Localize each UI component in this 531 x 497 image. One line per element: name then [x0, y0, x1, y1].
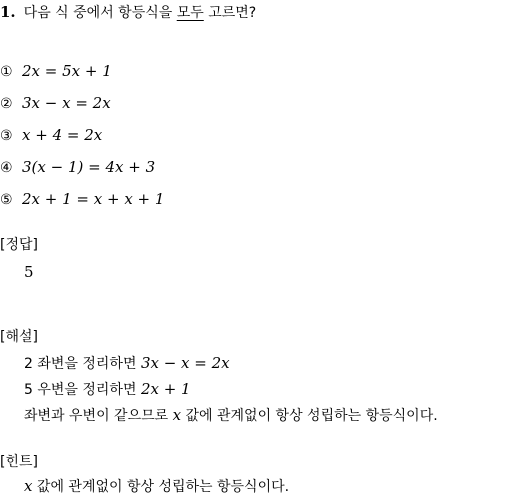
- choice-5: [0, 189, 164, 210]
- choice-expression: 2x = 5x + 1: [22, 62, 112, 80]
- hint-label: [힌트]: [0, 454, 38, 470]
- explanation-text: 좌변과 우변이 같으므로: [24, 408, 173, 424]
- explanation-expression: x: [172, 406, 182, 424]
- explanation-suffix: 값에 관계없이 항상 성립하는 항등식이다.: [181, 408, 438, 424]
- question-text-after: 고르면?: [203, 5, 257, 21]
- explanation-line-3: [24, 405, 438, 426]
- question-line: [0, 2, 256, 23]
- hint-expression: x: [24, 477, 33, 495]
- answer-label: [정답]: [0, 237, 38, 253]
- choice-expression: 3(x − 1) = 4x + 3: [22, 158, 156, 176]
- explanation-expression: 3x − x = 2x: [140, 354, 230, 372]
- explanation-text: 5 우변을 정리하면: [24, 382, 141, 398]
- hint-text: 값에 관계없이 항상 성립하는 항등식이다.: [32, 479, 290, 495]
- explanation-text: 2 좌변을 정리하면: [24, 356, 141, 372]
- choice-expression: 3x − x = 2x: [22, 94, 111, 112]
- choice-1: [0, 61, 112, 82]
- choice-expression: 2x + 1 = x + x + 1: [22, 190, 165, 208]
- explanation-expression: 2x + 1: [140, 380, 191, 398]
- explanation-label: [해설]: [0, 329, 38, 345]
- answer-value: 5: [24, 263, 34, 281]
- question-text-underlined: 모두: [176, 5, 204, 21]
- choice-marker: ⑤: [0, 192, 13, 208]
- explanation-line-2: [24, 379, 191, 400]
- choice-2: [0, 93, 111, 114]
- choice-marker: ①: [0, 64, 13, 80]
- question-text: [24, 5, 257, 21]
- choice-marker: ②: [0, 96, 13, 112]
- question-number: 1.: [0, 3, 16, 21]
- choice-marker: ④: [0, 160, 13, 176]
- choice-expression: x + 4 = 2x: [22, 126, 103, 144]
- choice-4: [0, 157, 155, 178]
- choice-marker: ③: [0, 128, 13, 144]
- explanation-line-1: [24, 353, 230, 374]
- hint-line: [24, 476, 289, 497]
- choice-3: [0, 125, 102, 146]
- question-text-before: 다음 식 중에서 항등식을: [23, 5, 177, 21]
